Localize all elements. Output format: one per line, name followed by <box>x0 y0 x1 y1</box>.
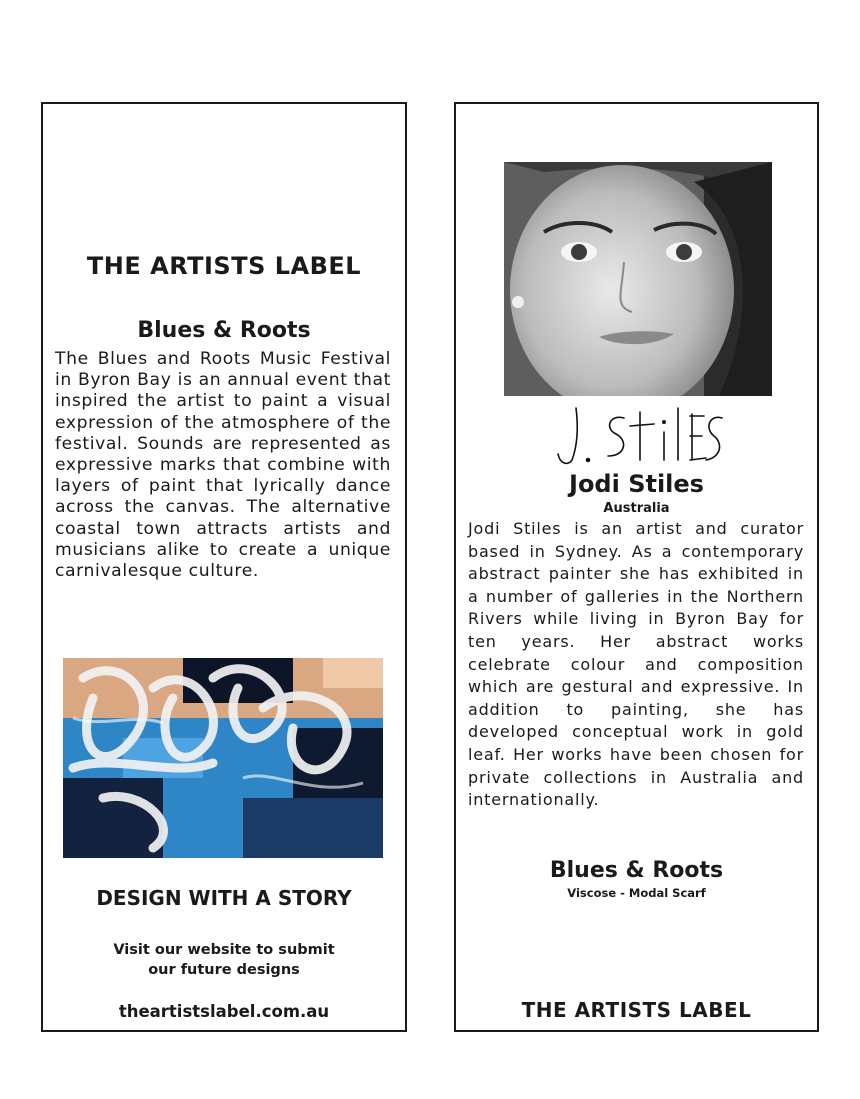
submit-call-to-action <box>43 940 405 980</box>
painting-image <box>63 658 383 858</box>
design-title: Blues & Roots <box>137 318 311 343</box>
tagline: DESIGN WITH A STORY <box>96 886 352 910</box>
artist-bio: Jodi Stiles is an artist and curator based in Sydney. As a contemporary abstract painter she has exhibited in a number of galleries in the Northern Rivers while living in Byron Bay for ten years. Her abstract works celebrate colour and composition which are gestural and expressive. In addition to painting, she has developed conceptual work in gold leaf. Her works have been chosen for private collections in Australia and internationally. <box>468 519 804 810</box>
artist-signature <box>554 404 724 470</box>
product-title: Blues & Roots <box>549 858 724 883</box>
design-description: The Blues and Roots Music Festival in Byron Bay is an annual event that inspired the artist to paint a visual expression of the atmosphere of the festival. Sounds are represented as expressive marks that combine with layers of paint that lyrically dance across the canvas. The alternative coastal town attracts artists and musicians alike to create a unique carnivalesque culture. <box>55 349 391 582</box>
website-link[interactable]: theartistslabel.com.au <box>118 1002 330 1021</box>
cta-line-1: Visit our website to submit <box>113 942 335 958</box>
artist-card <box>454 102 819 1032</box>
artist-portrait <box>504 162 772 396</box>
brand-footer: THE ARTISTS LABEL <box>521 998 752 1022</box>
cta-line-2: our future designs <box>148 962 300 978</box>
artist-country: Australia <box>603 501 670 516</box>
brand-heading: THE ARTISTS LABEL <box>86 252 362 280</box>
artist-name: Jodi Stiles <box>569 470 704 498</box>
story-card <box>41 102 407 1032</box>
product-material: Viscose - Modal Scarf <box>567 886 706 900</box>
